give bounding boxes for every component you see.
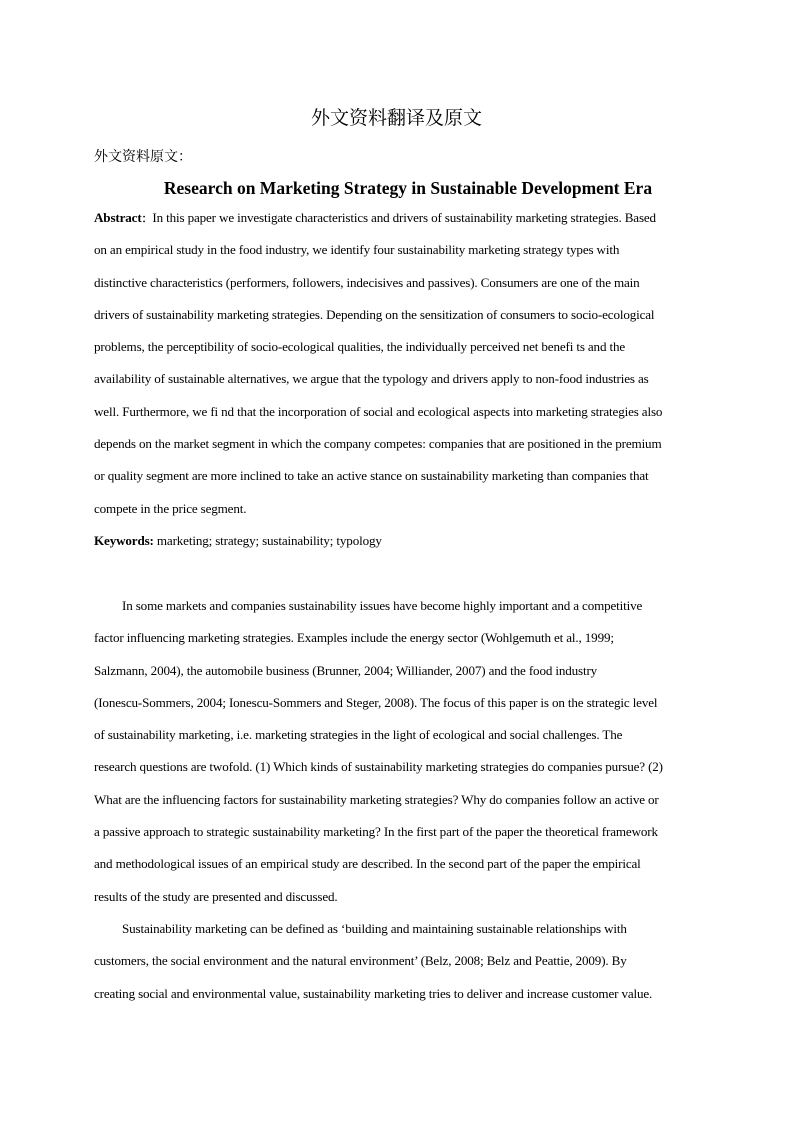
paragraph-line: creating social and environmental value, sustainability marketing tries to deliver and increase customer value. — [94, 985, 653, 1001]
abstract-line: availability of sustainable alternatives, we argue that the typology and drivers apply to non-food industries as — [94, 371, 649, 387]
abstract-line: or quality segment are more inclined to take an active stance on sustainability marketing than companies that — [94, 468, 649, 484]
abstract-line: distinctive characteristics (performers, followers, indecisives and passives). Consumers are one of the main — [94, 274, 640, 290]
section-label: 外文资料原文： — [94, 149, 192, 165]
abstract-label: Abstract — [94, 210, 142, 225]
abstract-colon: ： — [141, 212, 153, 225]
abstract-line: drivers of sustainability marketing strategies. Depending on the sensitization of consumers to socio-ecological — [94, 306, 655, 322]
paragraph-line: a passive approach to strategic sustainability marketing? In the first part of the paper the theoretical framework — [94, 824, 658, 840]
abstract-text: In this paper we investigate characteristics and drivers of sustainability marketing strategies. Based — [152, 210, 656, 225]
abstract-line: compete in the price segment. — [94, 500, 247, 516]
paragraph-line: (Ionescu-Sommers, 2004; Ionescu-Sommers and Steger, 2008). The focus of this paper is on the strategic level — [94, 694, 658, 710]
abstract-line — [94, 202, 724, 234]
abstract-section — [94, 202, 724, 557]
paragraph-line: customers, the social environment and the natural environment’ (Belz, 2008; Belz and Peattie, 2009). By — [94, 953, 627, 969]
paragraph-line: of sustainability marketing, i.e. marketing strategies in the light of ecological and social challenges. The — [94, 727, 623, 743]
abstract-line: on an empirical study in the food industry, we identify four sustainability marketing strategy types with — [94, 242, 620, 258]
keywords-label: Keywords: — [94, 532, 154, 548]
paragraph-line: and methodological issues of an empirical study are described. In the second part of the paper the empirical — [94, 856, 641, 872]
paragraph-line: In some markets and companies sustainability issues have become highly important and a competitive — [122, 598, 643, 613]
body-paragraph-1 — [94, 590, 724, 1010]
abstract-line: problems, the perceptibility of socio-ecological qualities, the individually perceived net benefi ts and the — [94, 339, 626, 355]
paragraph-line: Sustainability marketing can be defined as ‘building and maintaining sustainable relationships with — [122, 920, 627, 936]
abstract-line: well. Furthermore, we fi nd that the incorporation of social and ecological aspects into marketing strategies also — [94, 403, 663, 419]
paragraph-line: What are the influencing factors for sustainability marketing strategies? Why do companies follow an active or — [94, 791, 659, 807]
paragraph-line: factor influencing marketing strategies. Examples include the energy sector (Wohlgemuth et al., 1999; — [94, 630, 614, 646]
paragraph-line: Salzmann, 2004), the automobile business (Brunner, 2004; Williander, 2007) and the food industry — [94, 662, 598, 678]
paragraph-line: research questions are twofold. (1) Which kinds of sustainability marketing strategies do companies pursue? (2) — [94, 759, 663, 775]
keywords-line — [94, 525, 724, 557]
paper-title: Research on Marketing Strategy in Sustainable Development Era — [163, 178, 653, 198]
keywords-text: marketing; strategy; sustainability; typology — [153, 532, 382, 548]
abstract-line: depends on the market segment in which the company competes: companies that are positioned in the premium — [94, 436, 662, 452]
paragraph-line: results of the study are presented and discussed. — [94, 888, 338, 904]
main-title: 外文资料翻译及原文 — [310, 107, 482, 129]
